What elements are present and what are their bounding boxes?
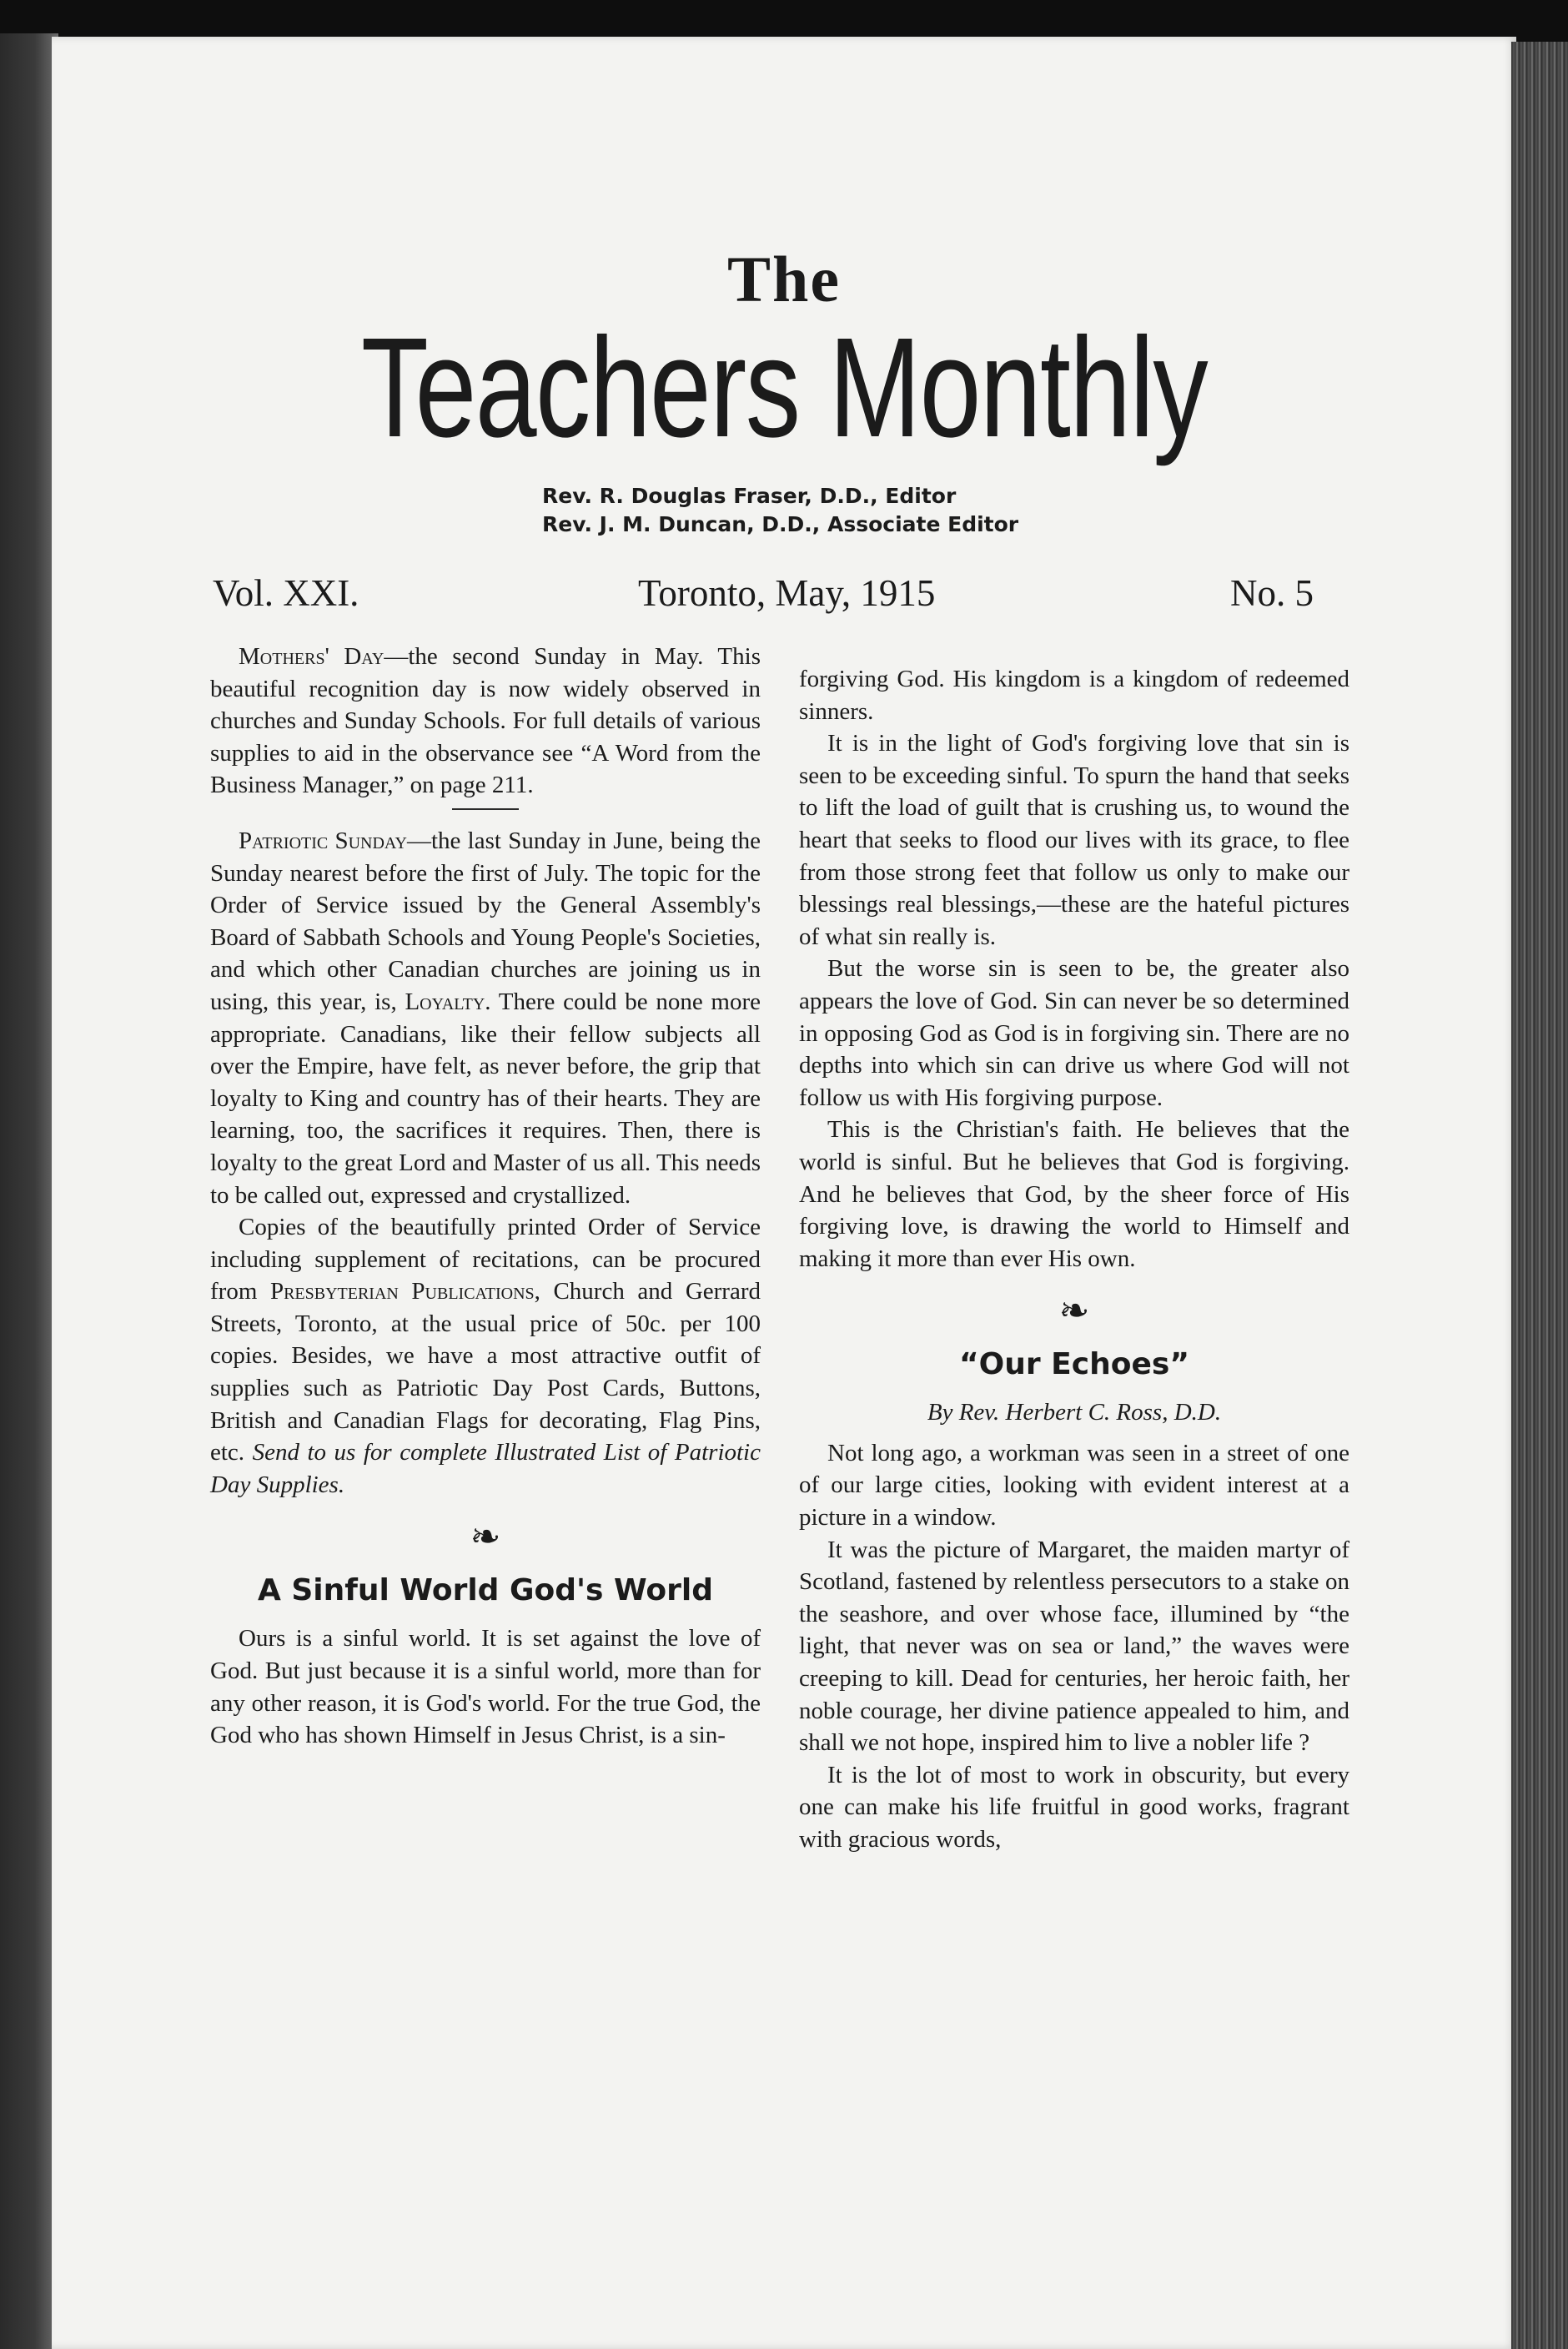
patriotic-text-2: There could be none more appropriate. Canadians, like their fellow subjects all over the Empire, have felt, as never before, the grip that loyalty to King and country has of their hearts. They are learning, too, the sacrifices it requires. Then, there is loyalty to the great Lord and Master of us all. This needs to be called out, expressed and crystallized.	[210, 988, 761, 1209]
masthead-title: Teachers Monthly	[360, 309, 1208, 467]
worse-sin-paragraph: But the worse sin is seen to be, the greater also appears the love of God. Sin can never be so determined in opposing God as God is in forgiving sin. There are no depths into which sin can drive us where God will not follow us with His forgiving purpose.	[799, 955, 1349, 1111]
place-date: Toronto, May, 1915	[638, 572, 936, 614]
section-divider	[452, 808, 519, 810]
copies-text-2: Church and Gerrard Streets, Toronto, at the usual price of 50c. per 100 copies. Besides, we have a most attractive outfit of supplies such as Patriotic Day Post Cards, Buttons, British and Canadian Flags for decorating, Flag Pins, etc.	[210, 1278, 761, 1466]
masthead-the: The	[726, 243, 842, 315]
patriotic-sunday-paragraph	[210, 825, 761, 1211]
fleuron-ornament: ❧	[1058, 1290, 1090, 1332]
copies-paragraph	[210, 1211, 761, 1501]
scan-top-band	[0, 0, 1568, 42]
margaret-paragraph: It was the picture of Margaret, the maiden martyr of Scotland, fastened by relentless persecutors to a stake on the seashore, and over whose face, illumined by “the light, that never was on sea or land,” the waves were creeping to kill. Dead for centuries, her heroic faith, her noble courage, her divine patience appealed to him, and shall we not hope, inspired him to live a nobler life ?	[799, 1536, 1349, 1757]
right-column	[799, 663, 1349, 1856]
forgiving-love-paragraph: It is in the light of God's forgiving love that sin is seen to be exceeding sinful. To spurn the hand that seeks to lift the load of guilt that is crushing us, to wound the heart that seeks to flood our lives with its grace, to flee from those strong feet that follow us only to make our blessings real blessings,—these are the hateful pictures of what sin really is.	[799, 730, 1349, 950]
continued-paragraph: forgiving God. His kingdom is a kingdom of redeemed sinners.	[799, 666, 1349, 725]
obscurity-paragraph: It is the lot of most to work in obscurity, but every one can make his life fruitful in good works, fragrant with gracious words,	[799, 1761, 1349, 1853]
left-column	[210, 641, 761, 1752]
mothers-day-text: —the second Sunday in May. This beautiful recognition day is now widely observed in churches and Sunday Schools. For full details of various supplies to aid in the observance see “A Word from the Business Manager,” on page 211.	[210, 643, 761, 799]
editors-block	[542, 482, 1126, 539]
copies-italic: Send to us for complete Illustrated List of Patriotic Day Supplies.	[210, 1439, 761, 1498]
article-byline: By Rev. Herbert C. Ross, D.D.	[927, 1399, 1222, 1426]
patriotic-lead: Patriotic Sunday	[239, 827, 407, 854]
mothers-day-lead: Mothers' Day	[239, 643, 384, 670]
fleuron-ornament: ❧	[470, 1517, 501, 1558]
editor-line: Rev. R. Douglas Fraser, D.D., Editor	[542, 484, 957, 508]
our-echoes-heading: “Our Echoes”	[959, 1347, 1189, 1382]
scan-left-binding	[0, 33, 58, 2349]
scan-page-edges	[1511, 42, 1568, 2349]
associate-editor-line: Rev. J. M. Duncan, D.D., Associate Editor	[542, 512, 1019, 536]
issue-number: No. 5	[1230, 572, 1314, 614]
patriotic-text-1: —the last Sunday in June, being the Sunday nearest before the first of July. The topic for the Order of Service issued by the General Assembly's Board of Sabbath Schools and Young People's Societies, and which other Canadian churches are joining us in using, this year, is,	[210, 827, 761, 1015]
issue-line	[213, 571, 1314, 621]
presbyterian-publications: Presbyterian Publications,	[269, 1278, 540, 1305]
workman-paragraph: Not long ago, a workman was seen in a street of one of our large cities, looking with evident interest at a picture in a window.	[799, 1439, 1349, 1532]
copies-text-1: Copies of the beautifully printed Order of Service including supplement of recitations, can be procured from	[210, 1214, 761, 1305]
sinful-world-paragraph: Ours is a sinful world. It is set against the love of God. But just because it is a sinful world, more than for any other reason, it is God's world. For the true God, the God who has shown Himself in Jesus Christ, is a sin-	[210, 1625, 761, 1749]
volume-number: Vol. XXI.	[213, 572, 359, 614]
christian-faith-paragraph: This is the Christian's faith. He believes that the world is sinful. But he believes that God is forgiving. And he believes that God, by the sheer force of His forgiving love, is drawing the world to Himself and making it more than ever His own.	[799, 1116, 1349, 1272]
loyalty-word: Loyalty.	[405, 988, 491, 1015]
mothers-day-paragraph	[210, 641, 761, 802]
sinful-world-heading: A Sinful World God's World	[257, 1573, 714, 1608]
